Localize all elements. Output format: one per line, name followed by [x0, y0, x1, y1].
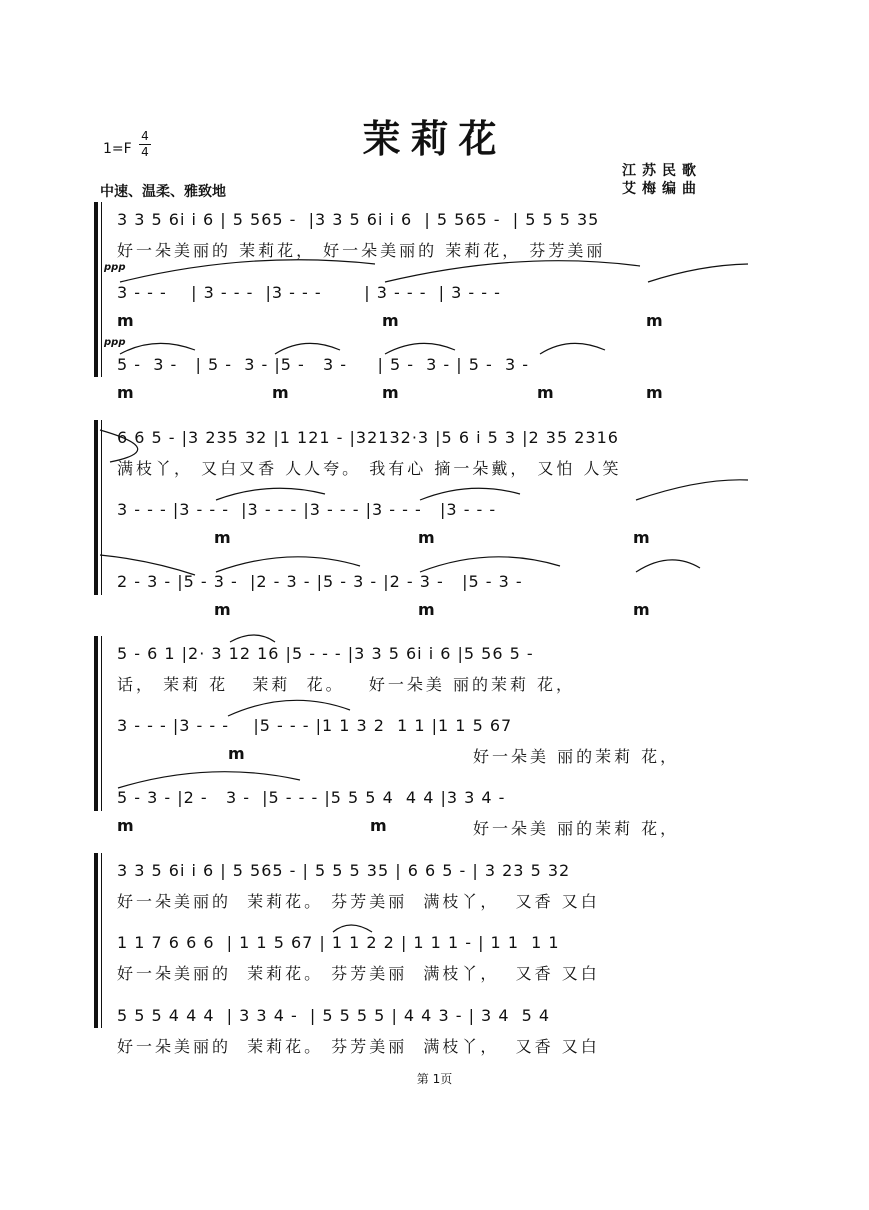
notes-s2-voice1: 6 6 5 - |3 235 32 |1 121 - |32132·3 |5 6 i 5 3 |2 35 2316	[117, 428, 619, 447]
hum-mark: m	[370, 816, 387, 835]
notes-s4-voice3: 5 5 5 4 4 4 | 3 3 4 - | 5 5 5 5 | 4 4 3 - | 3 4 5 4	[117, 1006, 551, 1025]
page-title: 茉莉花	[362, 117, 507, 161]
hum-mark: m	[117, 311, 134, 330]
credit-origin: 江苏民歌	[622, 163, 702, 179]
slur-arc	[230, 635, 275, 642]
notes-s3-voice1: 5 - 6 1 |2· 3 12 16 |5 - - - |3 3 5 6i i 6 |5 56 5 -	[117, 644, 534, 663]
dynamic-ppp: ppp	[104, 262, 126, 273]
hum-mark: m	[418, 528, 435, 547]
slur-arc	[540, 343, 605, 354]
slur-arc	[648, 264, 748, 282]
slur-arc	[118, 772, 300, 788]
lyric-s2-voice1: 满枝丫， 又白又香 人人夸。 我有心 摘一朵戴， 又怕 人笑	[117, 459, 622, 478]
slur-arc	[100, 555, 195, 575]
hum-mark: m	[214, 600, 231, 619]
hum-mark: m	[214, 528, 231, 547]
lyric-s3-voice3: 好一朵美 丽的茉莉 花，	[473, 819, 680, 838]
lyric-s3-voice2: 好一朵美 丽的茉莉 花，	[473, 747, 680, 766]
lyric-s1-voice1: 好一朵美丽的 茉莉花， 好一朵美丽的 茉莉花， 芬芳美丽	[117, 241, 606, 260]
hum-mark: m	[272, 383, 289, 402]
hum-mark: m	[646, 311, 663, 330]
time-signature-top: 4	[141, 129, 149, 143]
credit-arranger: 艾梅编曲	[622, 181, 702, 197]
lyric-s3-voice1: 话， 茉莉 花 茉莉 花。 好一朵美 丽的茉莉 花，	[117, 675, 576, 694]
hum-mark: m	[117, 383, 134, 402]
slur-arc	[636, 560, 700, 572]
hum-mark: m	[633, 528, 650, 547]
slur-arc	[100, 430, 138, 462]
lyric-s4-voice2: 好一朵美丽的 茉莉花。 芬芳美丽 满枝丫， 又香 又白	[117, 964, 600, 983]
notes-s4-voice1: 3 3 5 6i i 6 | 5 565 - | 5 5 5 35 | 6 6 5 - | 3 23 5 32	[117, 861, 571, 880]
page-number: 第 1页	[416, 1072, 453, 1086]
hum-mark: m	[633, 600, 650, 619]
key-signature: 1=F	[103, 141, 132, 157]
notes-s2-voice3: 2 - 3 - |5 - 3 - |2 - 3 - |5 - 3 - |2 - 3 - |5 - 3 -	[117, 572, 523, 591]
hum-mark: m	[382, 311, 399, 330]
hum-mark: m	[228, 744, 245, 763]
slur-arc	[385, 261, 640, 282]
slur-arc	[385, 343, 455, 354]
hum-mark: m	[418, 600, 435, 619]
hum-mark: m	[646, 383, 663, 402]
slur-arc	[228, 700, 350, 716]
notes-s1-voice1: 3 3 5 6i i 6 | 5 565 - |3 3 5 6i i 6 | 5 565 - | 5 5 5 35	[117, 210, 600, 229]
slur-arc	[333, 925, 372, 932]
lyric-s4-voice1: 好一朵美丽的 茉莉花。 芬芳美丽 满枝丫， 又香 又白	[117, 892, 600, 911]
lyric-s4-voice3: 好一朵美丽的 茉莉花。 芬芳美丽 满枝丫， 又香 又白	[117, 1037, 600, 1056]
hum-mark: m	[537, 383, 554, 402]
time-signature-bottom: 4	[141, 145, 149, 159]
notes-s3-voice2: 3 - - - |3 - - - |5 - - - |1 1 3 2 1 1 |1 1 5 67	[117, 716, 513, 735]
slur-arc	[420, 557, 560, 572]
slur-arc	[636, 480, 748, 500]
notes-s2-voice2: 3 - - - |3 - - - |3 - - - |3 - - - |3 - - - |3 - - -	[117, 500, 497, 519]
slur-arc	[216, 488, 325, 500]
notes-s1-voice2: 3 - - - | 3 - - - |3 - - - | 3 - - - | 3 - - -	[117, 283, 501, 302]
slur-arc	[275, 343, 340, 354]
notes-s1-voice3: 5 - 3 - | 5 - 3 - |5 - 3 - | 5 - 3 - | 5 - 3 -	[117, 355, 530, 374]
notes-s3-voice3: 5 - 3 - |2 - 3 - |5 - - - |5 5 5 4 4 4 |3 3 4 -	[117, 788, 506, 807]
dynamic-ppp: ppp	[104, 337, 126, 348]
slur-arc	[120, 343, 195, 354]
slur-arc	[120, 260, 375, 282]
hum-mark: m	[117, 816, 134, 835]
tempo-marking: 中速、温柔、雅致地	[100, 184, 226, 200]
notes-s4-voice2: 1 1 7 6 6 6 | 1 1 5 67 | 1 1 2 2 | 1 1 1 - | 1 1 1 1	[117, 933, 560, 952]
slur-arc	[216, 557, 360, 572]
slur-arc	[420, 488, 520, 500]
hum-mark: m	[382, 383, 399, 402]
